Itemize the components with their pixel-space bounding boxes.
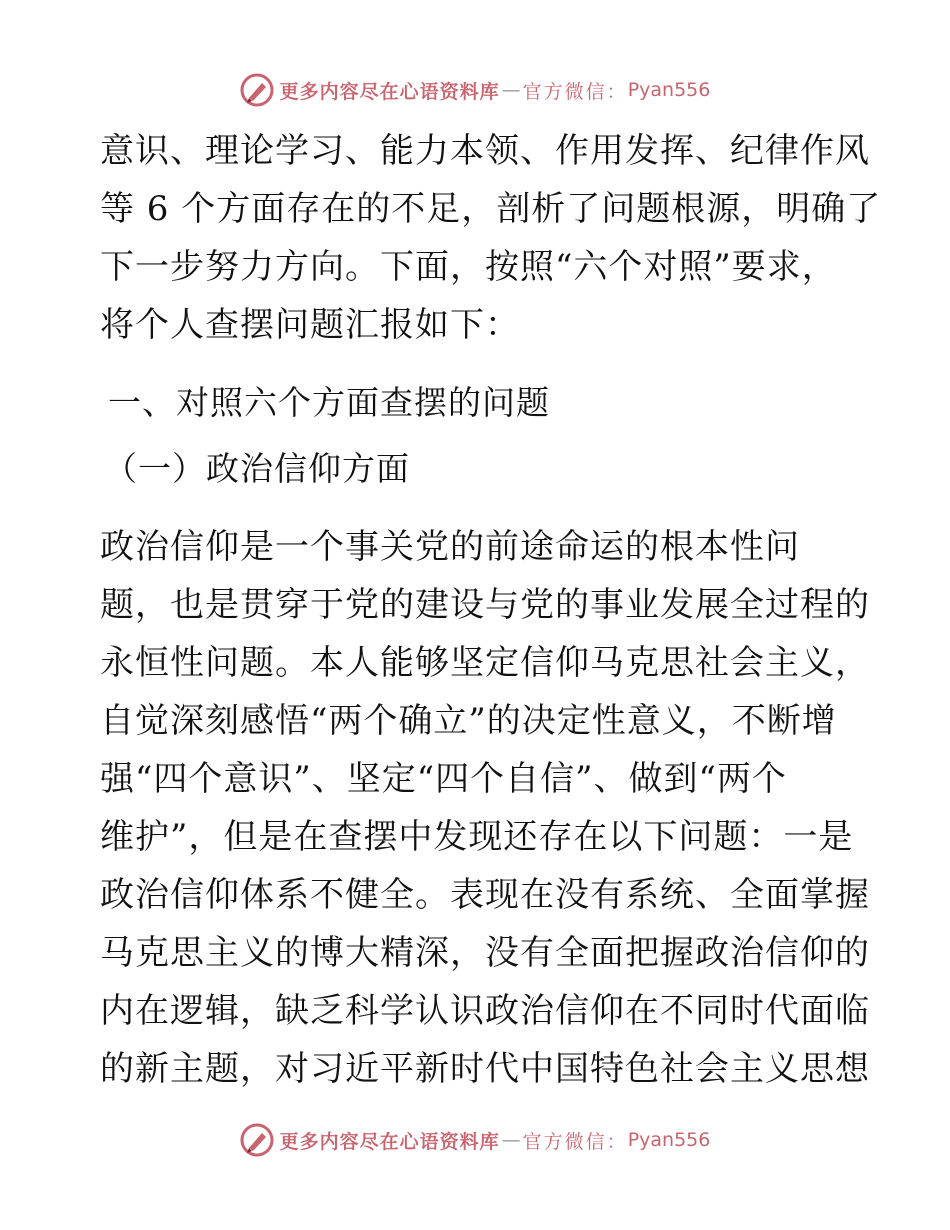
text-line: 维护”，但是在查摆中发现还存在以下问题：一是 bbox=[100, 817, 854, 857]
banner-label: 官方微信： bbox=[522, 80, 628, 103]
banner-title: 更多内容尽在心语资料库 bbox=[279, 1130, 500, 1153]
banner-dash: — bbox=[501, 1129, 521, 1151]
banner-wechat-id: Pyan556 bbox=[627, 79, 711, 101]
text-line: 强“四个意识”、坚定“四个自信”、做到“两个 bbox=[100, 759, 787, 799]
banner-dash: — bbox=[501, 79, 521, 101]
text-line: 等 6 个方面存在的不足，剖析了问题根源，明确了 bbox=[100, 189, 882, 229]
text-line: 永恒性问题。本人能够坚定信仰马克思社会主义， bbox=[100, 643, 870, 683]
text-line: 下一步努力方向。下面，按照“六个对照”要求， bbox=[100, 247, 837, 287]
subsection-heading: （一）政治信仰方面 bbox=[104, 449, 410, 488]
text-line: 自觉深刻感悟“两个确立”的决定性意义，不断增 bbox=[100, 701, 837, 741]
text-line: 的新主题，对习近平新时代中国特色社会主义思想 bbox=[100, 1049, 870, 1089]
text-line: 政治信仰体系不健全。表现在没有系统、全面掌握 bbox=[100, 875, 870, 915]
banner-title: 更多内容尽在心语资料库 bbox=[279, 80, 500, 103]
text-line: 政治信仰是一个事关党的前途命运的根本性问 bbox=[100, 527, 800, 567]
text-line: 内在逻辑，缺乏科学认识政治信仰在不同时代面临 bbox=[100, 991, 870, 1031]
pen-logo-icon bbox=[240, 73, 274, 107]
document-body bbox=[100, 122, 882, 1098]
text-line: 意识、理论学习、能力本领、作用发挥、纪律作风 bbox=[100, 131, 870, 171]
header-banner bbox=[0, 70, 950, 110]
text-line: 题，也是贯穿于党的建设与党的事业发展全过程的 bbox=[100, 585, 870, 625]
text-line: 将个人查摆问题汇报如下： bbox=[100, 305, 520, 345]
intro-paragraph bbox=[100, 122, 882, 354]
pen-logo-icon bbox=[240, 1123, 274, 1157]
body-paragraph bbox=[100, 518, 870, 1098]
banner-label: 官方微信： bbox=[522, 1130, 628, 1153]
footer-banner bbox=[0, 1120, 950, 1160]
section-heading: 一、对照六个方面查摆的问题 bbox=[108, 383, 550, 422]
text-line: 马克思主义的博大精深，没有全面把握政治信仰的 bbox=[100, 933, 870, 973]
banner-wechat-id: Pyan556 bbox=[627, 1129, 711, 1151]
